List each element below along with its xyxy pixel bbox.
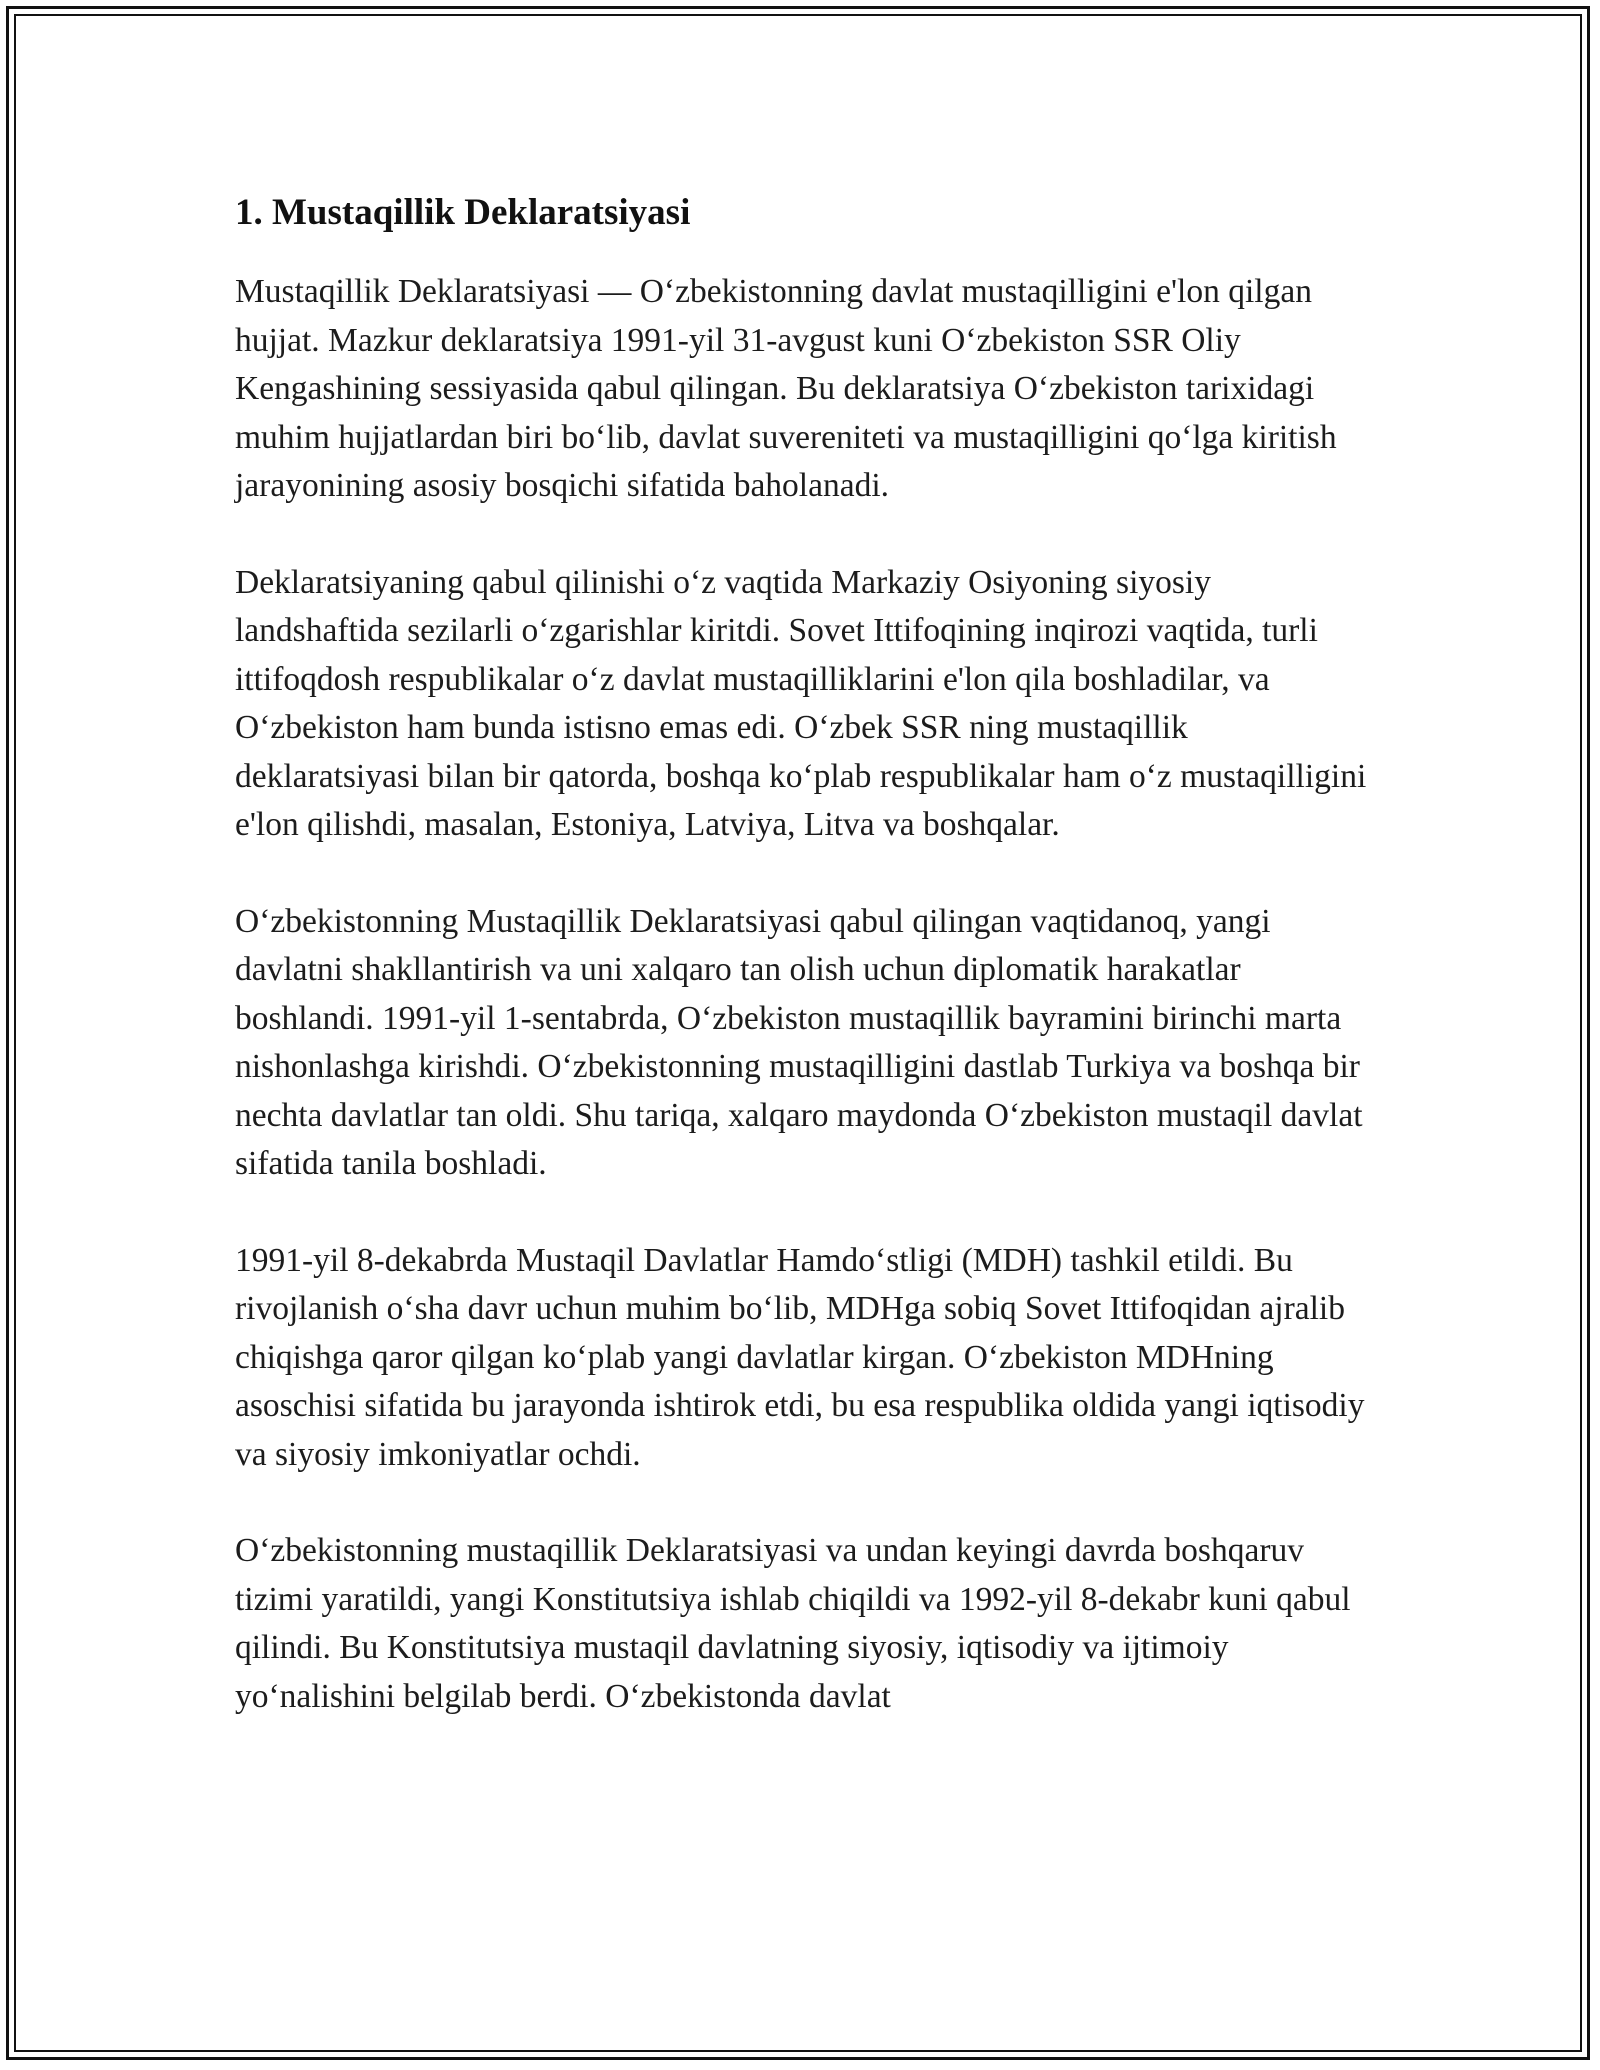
paragraph-3: O‘zbekistonning Mustaqillik Deklaratsiyasi qabul qilingan vaqtidanoq, yangi davlatni shakllantirish va uni xalqaro tan olish uchun diplomatik harakatlar boshlandi. 1991-yil 1-sentabrda, O‘zbekiston mustaqillik bayramini birinchi marta nishonlashga kirishdi. O‘zbekistonning mustaqilligini dastlab Turkiya va boshqa bir nechta davlatlar tan oldi. Shu tariqa, xalqaro maydonda O‘zbekiston mustaqil davlat sifatida tanila boshladi.: [235, 902, 1363, 1182]
document-body: [235, 188, 1375, 1769]
paragraph-5: O‘zbekistonning mustaqillik Deklaratsiyasi va undan keyingi davrda boshqaruv tizimi yaratildi, yangi Konstitutsiya ishlab chiqildi va 1992-yil 8-dekabr kuni qabul qilindi. Bu Konstitutsiya mustaqil davlatning siyosiy, iqtisodiy va ijtimoiy yo‘nalishini belgilab berdi. O‘zbekistonda davlat: [235, 1532, 1351, 1715]
paragraph-1: Mustaqillik Deklaratsiyasi — O‘zbekistonning davlat mustaqilligini e'lon qilgan hujjat. Mazkur deklaratsiya 1991-yil 31-avgust kuni O‘zbekiston SSR Oliy Kengashining sessiyasida qabul qilingan. Bu deklaratsiya O‘zbekiston tarixidagi muhim hujjatlardan biri bo‘lib, davlat suvereniteti va mustaqilligini qo‘lga kiritish jarayonining asosiy bosqichi sifatida baholanadi.: [235, 273, 1337, 504]
paragraph-4: 1991-yil 8-dekabrda Mustaqil Davlatlar Hamdo‘stligi (MDH) tashkil etildi. Bu rivojlanish o‘sha davr uchun muhim bo‘lib, MDHga sobiq Sovet Ittifoqidan ajralib chiqishga qaror qilgan ko‘plab yangi davlatlar kirgan. O‘zbekiston MDHning asoschisi sifatida bu jarayonda ishtirok etdi, bu esa respublika oldida yangi iqtisodiy va siyosiy imkoniyatlar ochdi.: [235, 1241, 1365, 1473]
paragraph-2: Deklaratsiyaning qabul qilinishi o‘z vaqtida Markaziy Osiyoning siyosiy landshaftida sezilarli o‘zgarishlar kiritdi. Sovet Ittifoqining inqirozi vaqtida, turli ittifoqdosh respublikalar o‘z davlat mustaqilliklarini e'lon qila boshladilar, va O‘zbekiston ham bunda istisno emas edi. O‘zbek SSR ning mustaqillik deklaratsiyasi bilan bir qatorda, boshqa ko‘plab respublikalar ham o‘z mustaqilligini e'lon qilishdi, masalan, Estoniya, Latviya, Litva va boshqalar.: [235, 563, 1367, 843]
section-title: 1. Mustaqillik Deklaratsiyasi: [235, 192, 691, 233]
